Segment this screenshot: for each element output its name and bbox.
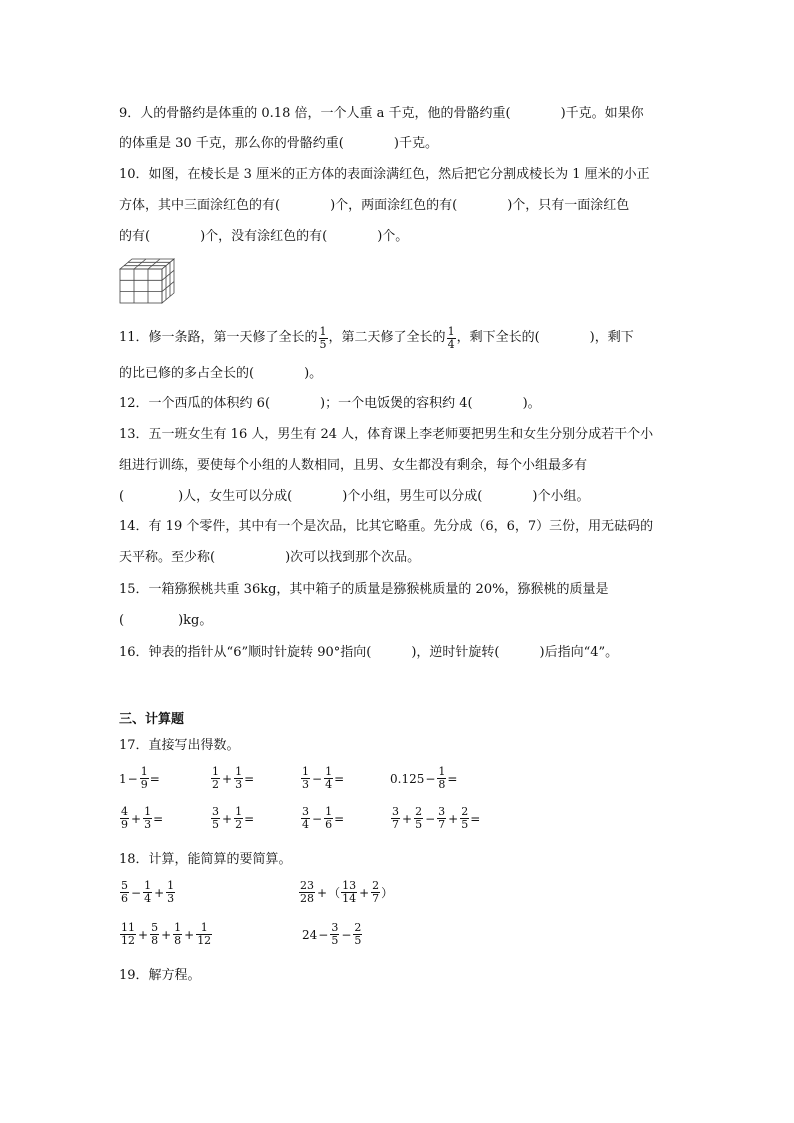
q12-line: 12．一个西瓜的体积约 6( )；一个电饭煲的容积约 4( )。 <box>119 396 541 411</box>
q13-line-1: 13．五一班女生有 16 人，男生有 24 人，体育课上李老师要把男生和女生分别分成若干个小 <box>119 427 654 442</box>
q17-expression-4: 0.125 − $\frac{1}{8}$ = <box>390 765 458 791</box>
q19-title: 19．解方程。 <box>119 968 201 983</box>
q17-expression-8: $\frac{3}{7}$ + $\frac{2}{5}$ − $\frac{3}{7}$ + $\frac{2}{5}$ = <box>392 805 481 831</box>
q18-expression-2: $\frac{23}{28}$ + （ $\frac{13}{14}$ + $\frac{2}{7}$ ） <box>300 879 394 905</box>
q13-line-3: ( )人，女生可以分成( )个小组，男生可以分成( )个小组。 <box>119 489 590 504</box>
q16-line: 16．钟表的指针从“6”顺时针旋转 90°指向( )，逆时针旋转( )后指向“4”。 <box>119 645 619 660</box>
fraction: $\frac{1}{4}$ <box>447 324 455 351</box>
q10-line-1: 10．如图，在棱长是 3 厘米的正方体的表面涂满红色，然后把它分割成棱长为 1 厘米的小正 <box>119 167 650 182</box>
q14-line-1: 14．有 19 个零件，其中有一个是次品，比其它略重。先分成（6，6，7）三份，用无砝码的 <box>119 519 654 534</box>
q18-expression-1: $\frac{5}{6}$ − $\frac{1}{4}$ + $\frac{1}{3}$ <box>121 879 175 905</box>
q11-line-2: 的比已修的多占全长的( )。 <box>119 366 323 381</box>
q17-expression-2: $\frac{1}{2}$ + $\frac{1}{3}$ = <box>212 765 255 791</box>
q13-line-2: 组进行训练，要使每个小组的人数相同，且男、女生都没有剩余，每个小组最多有 <box>119 458 588 473</box>
q14-line-2: 天平称。至少称( )次可以找到那个次品。 <box>119 550 421 565</box>
q17-expression-6: $\frac{3}{5}$ + $\frac{1}{2}$ = <box>212 805 255 831</box>
q17-expression-7: $\frac{3}{4}$ − $\frac{1}{6}$ = <box>302 805 345 831</box>
q18-expression-4: 24 − $\frac{3}{5}$ − $\frac{2}{5}$ <box>302 921 362 947</box>
q17-title: 17．直接写出得数。 <box>119 738 240 753</box>
q10-line-2: 方体，其中三面涂红色的有( )个，两面涂红色的有( )个，只有一面涂红色 <box>119 198 630 213</box>
q10-line-3: 的有( )个，没有涂红色的有( )个。 <box>119 229 409 244</box>
q17-expression-3: $\frac{1}{3}$ − $\frac{1}{4}$ = <box>302 765 345 791</box>
q9-line-1: 9．人的骨骼约是体重的 0.18 倍，一个人重 a 千克，他的骨骼约重( )千克。如果你 <box>119 106 644 121</box>
q11-line-1: 11．修一条路，第一天修了全长的 $\frac{1}{5}$ ，第二天修了全长的 $\frac{1}{4}$ ，剩下全长的( )，剩下 <box>119 324 634 351</box>
q17-expression-5: $\frac{4}{9}$ + $\frac{1}{3}$ = <box>121 805 164 831</box>
q18-title: 18．计算，能简算的要简算。 <box>119 852 292 867</box>
q17-expression-1: 1 − $\frac{1}{9}$ = <box>119 765 160 791</box>
q15-line-1: 15．一箱猕猴桃共重 36kg，其中箱子的质量是猕猴桃质量的 20%，猕猴桃的质量是 <box>119 582 609 597</box>
cube-figure <box>119 258 175 304</box>
fraction: $\frac{1}{5}$ <box>319 324 327 351</box>
q9-line-2: 的体重是 30 千克，那么你的骨骼约重( )千克。 <box>119 136 438 151</box>
section-heading: 三、计算题 <box>119 712 185 727</box>
q18-expression-3: $\frac{11}{12}$ + $\frac{5}{8}$ + $\frac{1}{8}$ + $\frac{1}{12}$ <box>121 921 212 947</box>
q15-line-2: ( )kg。 <box>119 613 213 628</box>
